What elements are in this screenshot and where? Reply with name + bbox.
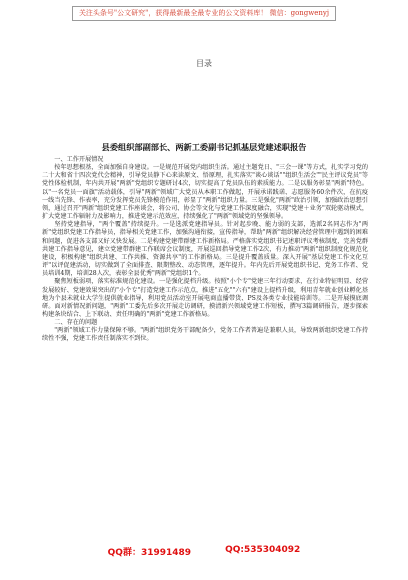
top-banner bbox=[0, 6, 408, 21]
body-paragraph: 聚焦短板弱项，落实标准规范化建设。一是强化提档升级。按照"小个专"党建三年行动要求，在行业特征明显、经营发展较好、党建效果突出的"小个专"打造党建工作示范点，推进"五化""六有"建设上提档升级，利用青年就业创业孵化基地为个县未就业大学生提供就业指导，利用党员活动室开展电商直播带货、PS及各类专业技能培训等。二是开展摸底调研。面对新情况新问题，"两新"工委先后多次开展走访调研，摸清新兴领域党建工作短板，撰写3篇调研报告，逐步探索构建条块结合、上下联动、责任明确的"两新"党建工作新格局。 bbox=[42, 278, 368, 318]
section-heading: 一、工作开展情况 bbox=[54, 156, 104, 163]
document-body bbox=[42, 156, 368, 344]
banner-text: 关注头条号"公文研究"，获得最新最全最专业的公文资料库！ 微信：gongwenyj bbox=[72, 6, 336, 21]
document-title: 县委组织部副部长、两新工委副书记抓基层党建述职报告 bbox=[101, 142, 307, 152]
body-paragraph: 坚持党建指导，"两个覆盖"持续提升。一是选派党建指导员。针对起步晚、能力弱的支部，选派2名同志作为"两新"党组织党建工作指导员，指导相关党建工作，加强沟通衔接，宣传指导，帮助"两新"组织解决经营管理中遇到的困难和问题，促进各支部又好又快发展。二是构建党建带群建工作新格局。严格落实党组织书记述职评议考核制度，完善党群共建工作指导意见，建立党建带群建工作联席会议制度，开展巡回指导党建工作2次，有力推动"两新"组织制度化规范化建设，积极构建"组织共建、工作共推、资源共享"的工作新格局。三是提升覆盖质量。深入开展"基层党建工作文化互评"以评促建活动，切实做到了全面排查、限期整改、动态管理，逐年提升。年内先后开展党组织书记、党务工作者、党员培训4期，培训28人次，表彰全县优秀"两新"党组织1个。 bbox=[42, 221, 368, 278]
body-paragraph: 按年思想根基，全面加强自身建设。一是规范开展党内组织生活。通过主题党日、"三会一课"等方式，扎实学习党的二十大和省十四次党代会精神，引导党员静下心来读原文、悟原理，扎实落实"谈心谈话""组织生活会""民主评议党员"等党性体检机制，年内共开展"两新"党组织专题研讨4次，切实提高了党员队伍的素质能力。二是以服务彰显"两新"特色。以"一名党员一面旗"活动载体，引导"两新"领域广大党员从本职工作做起，开展承诺践诺、志愿服务60余件次，在抗疫一线当先锋、作表率，充分发挥党员先锋模范作用，彰显了"两新"组织力量。三是强化"两新"政治引领，加强政治思想引领，通过召开"两新"组织党建工作座谈会，将公司、协会等文化与党建工作深度融合，实现"党建＋业务"双轮驱动模式，扩大党建工作辐射力及影响力，推进党建示范效应，持续强化了"两新"领域党的坚强领导。 bbox=[42, 164, 368, 221]
qq-contact-text: QQ:535304092 bbox=[225, 545, 301, 555]
section-heading: 二、存在的问题 bbox=[54, 319, 98, 327]
body-paragraph: "两新"领域工作力量保障不够。"两新"组织党务干部配备少，党务工作者普遍是兼职人员，导致两新组织党建工作持续性不强，党建工作责任制落实不到位。 bbox=[42, 327, 368, 343]
toc-label: 目录 bbox=[196, 59, 212, 68]
footer bbox=[0, 545, 408, 558]
qq-group-text: QQ群：31991489 bbox=[107, 548, 192, 558]
